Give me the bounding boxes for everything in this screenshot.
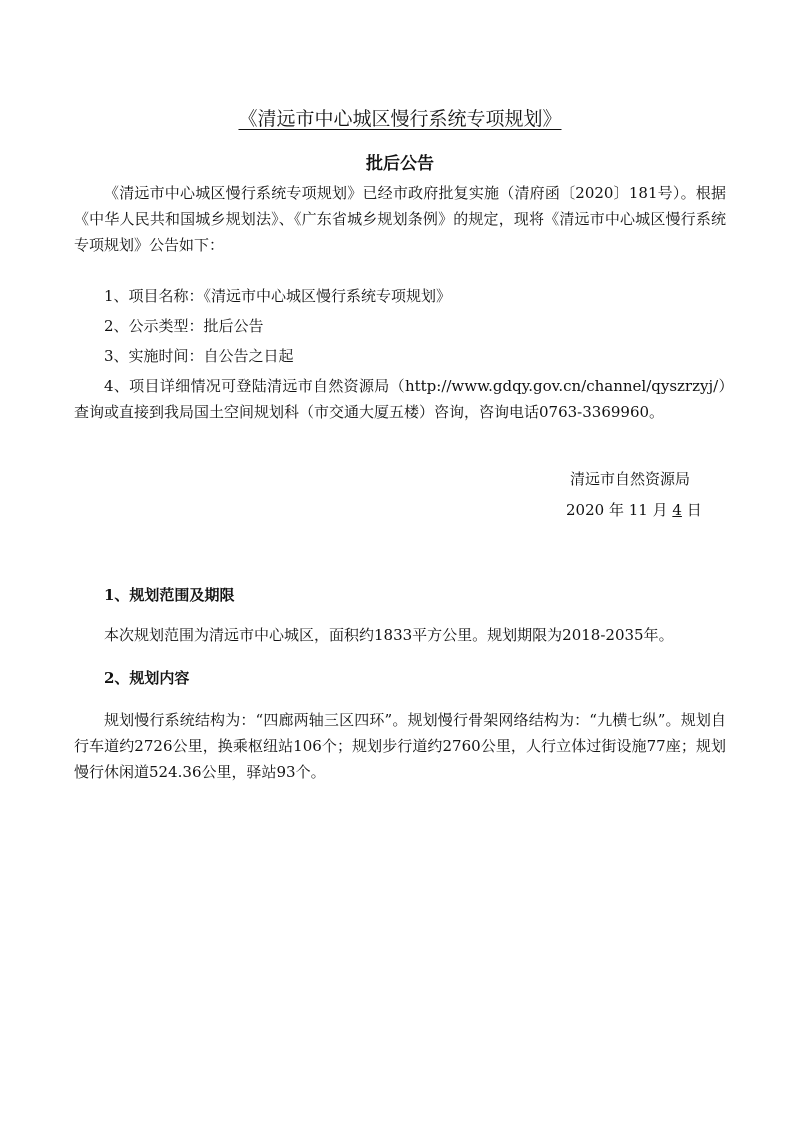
date-day: 4 [672, 501, 682, 519]
section-text-content: 规划慢行系统结构为：“四廊两轴三区四环”。规划慢行骨架网络结构为：“九横七纵”。规划自行车道约2726公里，换乘枢纽站106个；规划步行道约2760公里，人行立体过街设施77座；规划慢行休闲道524.36公里，驿站93个。 [74, 711, 726, 781]
section-text-scope: 本次规划范围为清远市中心城区，面积约1833平方公里。规划期限为2018-2035年。 [104, 626, 674, 644]
intro-paragraph: 《清远市中心城区慢行系统专项规划》已经市政府批复实施（清府函〔2020〕181号）。根据《中华人民共和国城乡规划法》、《广东省城乡规划条例》的规定，现将《清远市中心城区慢行系统专项规划》公告如下： [74, 184, 726, 254]
signature-org: 清远市自然资源局 [570, 470, 691, 488]
list-item-time: 3、实施时间：自公告之日起 [104, 347, 294, 365]
list-item-name: 1、项目名称：《清远市中心城区慢行系统专项规划》 [104, 287, 452, 305]
list-item-type: 2、公示类型：批后公告 [104, 317, 264, 335]
section-heading-scope: 1、规划范围及期限 [104, 586, 235, 604]
date-suffix: 日 [686, 501, 702, 519]
signature-date [566, 497, 702, 523]
document-subtitle: 批后公告 [366, 154, 434, 174]
document-title: 《清远市中心城区慢行系统专项规划》 [238, 108, 562, 130]
section-heading-content: 2、规划内容 [104, 669, 190, 687]
list-item-details: 4、项目详细情况可登陆清远市自然资源局（http://www.gdqy.gov.cn/channel/qyszrzyj/）查询或直接到我局国土空间规划科（市交通大厦五楼）咨询，咨询电话0763-3369960。 [74, 377, 726, 421]
date-year-month: 2020 年 11 月 [566, 501, 668, 519]
